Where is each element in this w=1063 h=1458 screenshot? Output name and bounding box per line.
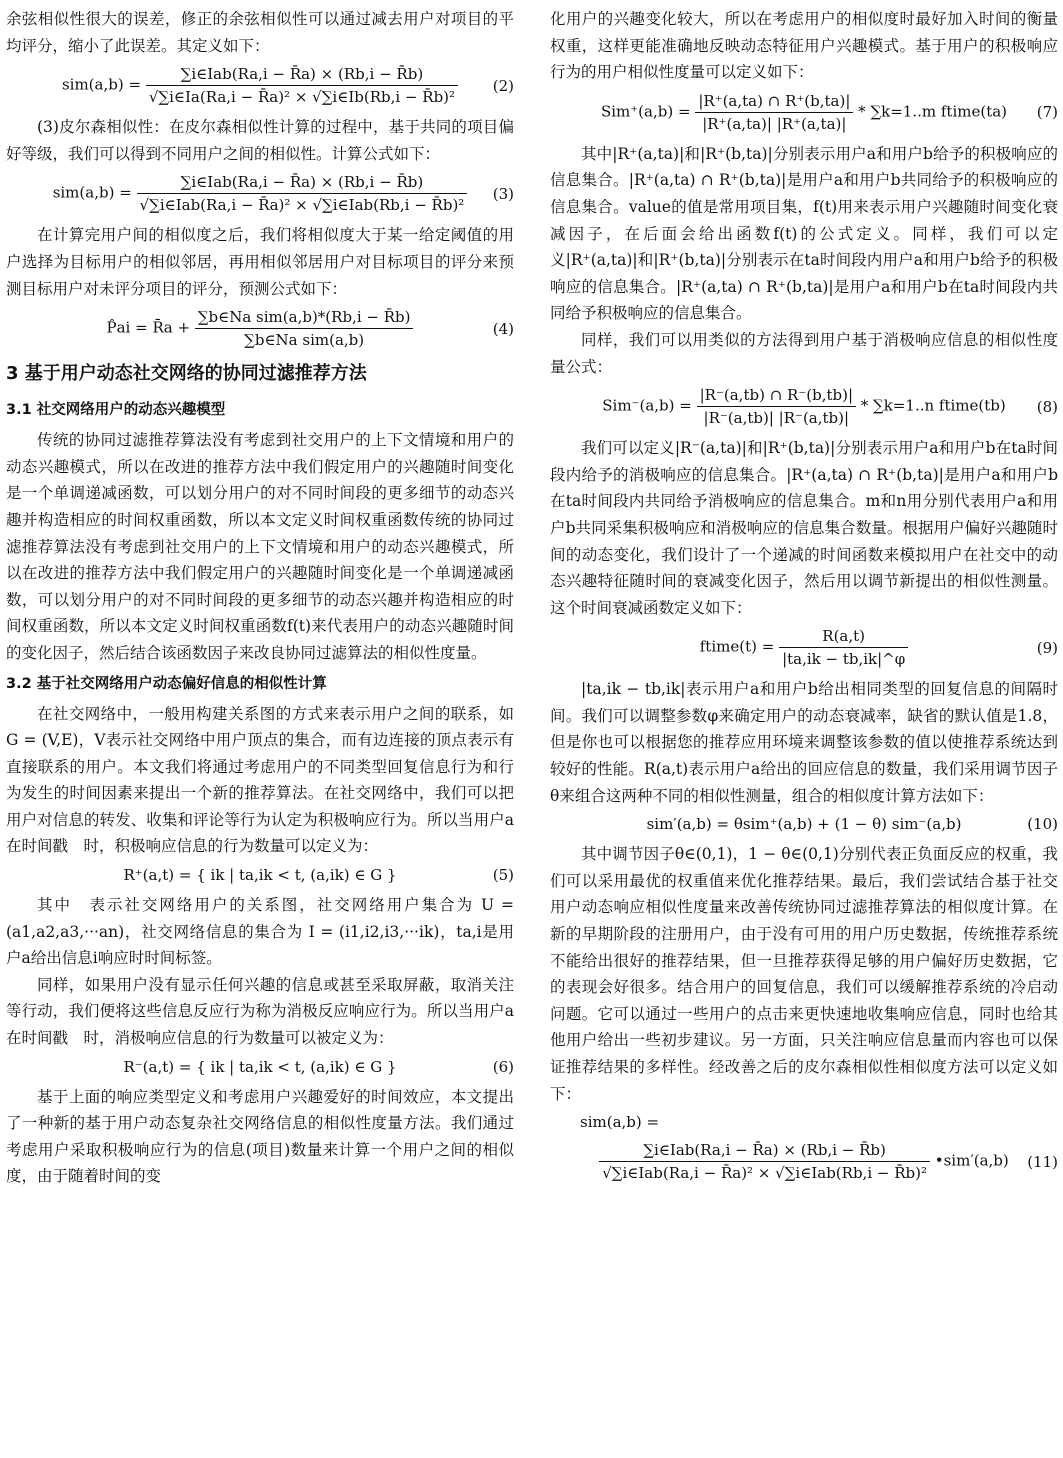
equation-5	[6, 864, 514, 886]
denominator: √∑i∈Ia(Ra,i − R̄a)² × √∑i∈Ib(Rb,i − R̄b)²	[148, 88, 456, 107]
paragraph: |ta,ik − tb,ik|表示用户a和用户b给出相同类型的回复信息的间隔时间。我们可以调整参数φ来确定用户的动态衰减率，缺省的默认值是1.8，但是你也可以根据您的推荐应用环境来调整该参数的值以使推荐系统达到较好的性能。R(a,t)表示用户a给出的回应信息的数量，我们采用调节因子θ来组合这两种不同的相似性测量，组合的相似度计算方法如下：	[550, 680, 1058, 805]
paragraph: 在计算完用户间的相似度之后，我们将相似度大于某一给定阈值的用户选择为目标用户的相似邻居，再用相似邻居用户对目标项目的评分来预测目标用户对未评分项目的评分，预测公式如下：	[6, 226, 514, 298]
equation-10	[550, 813, 1058, 835]
paragraph: 同样，我们可以用类似的方法得到用户基于消极响应信息的相似性度量公式：	[550, 330, 1058, 376]
numerator: R(a,t)	[779, 625, 908, 648]
paragraph: 余弦相似性很大的误差，修正的余弦相似性可以通过减去用户对项目的平均评分，缩小了此误差。其定义如下：	[6, 10, 514, 55]
subsection-heading: 3.2 基于社交网络用户动态偏好信息的相似性计算	[6, 675, 327, 692]
equation-lhs: sim(a,b) =	[52, 183, 132, 202]
fraction	[599, 1139, 930, 1184]
equation-body: sim′(a,b) = θsim⁺(a,b) + (1 − θ) sim⁻(a,b)	[646, 815, 962, 834]
equation-number: (2)	[492, 76, 514, 95]
equation-3	[6, 171, 514, 216]
equation-number: (4)	[492, 319, 514, 338]
numerator: |R⁻(a,tb) ∩ R⁻(b,tb)|	[697, 384, 856, 407]
numerator: ∑i∈Iab(Ra,i − R̄a) × (Rb,i − R̄b)	[146, 63, 458, 86]
equation-2	[6, 63, 514, 108]
equation-number: (6)	[492, 1057, 514, 1076]
paragraph: 我们可以定义|R⁻(a,ta)|和|R⁺(b,ta)|分别表示用户a和用户b在ta时间段内给予的消极响应的信息集合。|R⁺(a,ta) ∩ R⁺(b,ta)|是用户a和用户b在ta时间段内共同给予消极响应的信息集合。m和n用分别代表用户a和用户b共同采集积极响应和消极响应的信息集合数量。根据用户偏好兴趣随时间的动态变化，我们设计了一个递减的时间函数来模拟用户在社交中的动态兴趣特征随时间的衰减变化因子，然后用以调节新提出的相似性测量。这个时间衰减函数定义如下：	[550, 439, 1058, 617]
fraction	[195, 306, 414, 351]
numerator: ∑i∈Iab(Ra,i − R̄a) × (Rb,i − R̄b)	[137, 171, 468, 194]
equation-tail: * ∑k=1..n ftime(tb)	[860, 396, 1006, 415]
denominator: |ta,ik − tb,ik|^φ	[782, 650, 906, 669]
denominator: |R⁻(a,tb)| |R⁻(a,tb)|	[703, 409, 850, 428]
paragraph: 基于上面的响应类型定义和考虑用户兴趣爱好的时间效应，本文提出了一种新的基于用户动态复杂社交网络信息的相似性度量方法。我们通过考虑用户采取积极响应行为的信息(项目)数量来计算一个用户之间的相似度，由于随着时间的变	[6, 1087, 514, 1186]
equation-4	[6, 306, 514, 351]
denominator: √∑i∈Iab(Ra,i − R̄a)² × √∑i∈Iab(Rb,i − R̄b)²	[602, 1164, 927, 1183]
subsection-heading: 3.1 社交网络用户的动态兴趣模型	[6, 402, 226, 419]
equation-number: (5)	[492, 866, 514, 885]
paragraph: 其中 表示社交网络用户的关系图，社交网络用户集合为 U = (a1,a2,a3,···an)，社交网络信息的集合为 I = (i1,i2,i3,···ik)，ta,i是用户a给出信息i响应时时间标签。	[6, 896, 514, 968]
fraction	[695, 90, 853, 135]
equation-body: R⁻(a,t) = { ik | ta,ik < t, (a,ik) ∈ G }	[123, 1057, 397, 1076]
equation-lhs: Sim⁺(a,b) =	[600, 102, 691, 121]
denominator: √∑i∈Iab(Ra,i − R̄a)² × √∑i∈Iab(Rb,i − R̄b)²	[139, 196, 465, 215]
paragraph: 其中|R⁺(a,ta)|和|R⁺(b,ta)|分别表示用户a和用户b给予的积极响应的信息集合。|R⁺(a,ta) ∩ R⁺(b,ta)|是用户a和用户b共同给予的积极响应的信息集合。value的值是常用项目集，f(t)用来表示用户兴趣随时间变化衰减因子，在后面会给出函数f(t)的公式定义。同样，我们可以定义|R⁺(a,ta)|和|R⁺(b,ta)|分别表示在ta时间段内用户a和用户b给予的积极响应的信息集合。|R⁺(a,ta) ∩ R⁺(b,ta)|是用户a和用户b在ta时间段内共同给予积极响应的信息集合。	[550, 144, 1058, 323]
numerator: ∑i∈Iab(Ra,i − R̄a) × (Rb,i − R̄b)	[599, 1139, 930, 1162]
equation-number: (11)	[1027, 1152, 1058, 1171]
paragraph: 同样，如果用户没有显示任何兴趣的信息或甚至采取屏蔽，取消关注等行动，我们便将这些信息反应行为称为消极反应响应行为。所以当用户a在时间戳 时，消极响应信息的行为数量可以被定义为：	[6, 975, 514, 1048]
equation-8	[550, 384, 1058, 429]
left-column	[6, 6, 514, 1452]
numerator: ∑b∈Na sim(a,b)*(Rb,i − R̄b)	[195, 306, 414, 329]
equation-number: (8)	[1036, 397, 1058, 416]
numerator: |R⁺(a,ta) ∩ R⁺(b,ta)|	[695, 90, 853, 113]
equation-number: (7)	[1036, 103, 1058, 122]
equation-number: (10)	[1027, 815, 1058, 834]
fraction	[779, 625, 908, 670]
denominator: ∑b∈Na sim(a,b)	[244, 331, 365, 350]
right-column	[550, 6, 1058, 1452]
equation-7	[550, 90, 1058, 135]
equation-6	[6, 1056, 514, 1078]
fraction	[137, 171, 468, 216]
equation-lhs: sim(a,b) =	[580, 1113, 660, 1132]
paragraph: 在社交网络中，一般用构建关系图的方式来表示用户之间的联系，如G = (V,E)，V表示社交网络中用户顶点的集合，而有边连接的顶点表示有直接联系的用户。本文我们将通过考虑用户的不同类型回复信息行为和行为发生的时间因素来提出一个新的推荐算法。在社交网络中，我们可以把用户对信息的转发、收集和评论等行为认定为积极响应行为。所以当用户a在时间戳 时，积极响应信息的行为数量可以定义为：	[6, 704, 514, 856]
paragraph: (3)皮尔森相似性：在皮尔森相似性计算的过程中，基于共同的项目偏好等级，我们可以得到不同用户之间的相似性。计算公式如下：	[6, 118, 514, 163]
equation-body: R⁺(a,t) = { ik | ta,ik < t, (a,ik) ∈ G }	[123, 866, 397, 885]
equation-number: (9)	[1036, 638, 1058, 657]
section-heading: 3 基于用户动态社交网络的协同过滤推荐方法	[6, 363, 367, 385]
equation-lhs: sim(a,b) =	[61, 75, 142, 94]
equation-number: (3)	[492, 184, 514, 203]
equation-lhs: ftime(t) =	[699, 637, 775, 656]
paragraph: 其中调节因子θ∈(0,1)，1 − θ∈(0,1)分别代表正负面反应的权重，我们可以采用最优的权重值来优化推荐结果。最后，我们尝试结合基于社交用户动态响应相似性度量来改善传统协同过滤推荐算法的相似度计算。在新的早期阶段的注册用户，由于没有可用的用户历史数据，传统推荐系统不能给出很好的推荐结果，但一旦推荐获得足够的用户偏好历史数据，它的表现会好很多。结合用户的回复信息，我们可以缓解推荐系统的冷启动问题。它可以通过一些用户的点击来更快速地收集响应信息，同时也给其他用户给出一些初步建议。另一方面，只关注响应信息量而内容也可以保证推荐结果的多样性。经改善之后的皮尔森相似性相似度方法可以定义如下：	[550, 845, 1058, 1103]
equation-lhs: Sim⁻(a,b) =	[602, 396, 692, 415]
denominator: |R⁺(a,ta)| |R⁺(a,ta)|	[702, 114, 847, 133]
equation-tail: * ∑k=1..m ftime(ta)	[858, 102, 1008, 121]
fraction	[697, 384, 856, 429]
equation-tail: •sim′(a,b)	[934, 1151, 1009, 1170]
fraction	[146, 63, 458, 108]
paragraph: 化用户的兴趣变化较大，所以在考虑用户的相似度时最好加入时间的衡量权重，这样更能准确地反映动态特征用户兴趣模式。基于用户的积极响应行为的用户相似性度量可以定义如下：	[550, 10, 1058, 82]
equation-lhs: P̂ai = R̄a +	[106, 318, 191, 337]
equation-11-lhs	[550, 1111, 1058, 1133]
equation-9	[550, 625, 1058, 670]
equation-11	[550, 1139, 1058, 1184]
paragraph: 传统的协同过滤推荐算法没有考虑到社交用户的上下文情境和用户的动态兴趣模式，所以在改进的推荐方法中我们假定用户的兴趣随时间变化是一个单调递减函数，可以划分用户的对不同时间段的更多细节的动态兴趣并构造相应的时间权重函数，所以本文定义时间权重函数传统的协同过滤推荐算法没有考虑到社交用户的上下文情境和用户的动态兴趣模式，所以在改进的推荐方法中我们假定用户的兴趣随时间变化是一个单调递减函数，可以划分用户的对不同时间段的更多细节的动态兴趣并构造相应的时间权重函数，所以本文定义时间权重函数f(t)来代表用户的动态兴趣随时间的变化因子，然后结合该函数因子来改良协同过滤算法的相似性度量。	[6, 431, 514, 662]
